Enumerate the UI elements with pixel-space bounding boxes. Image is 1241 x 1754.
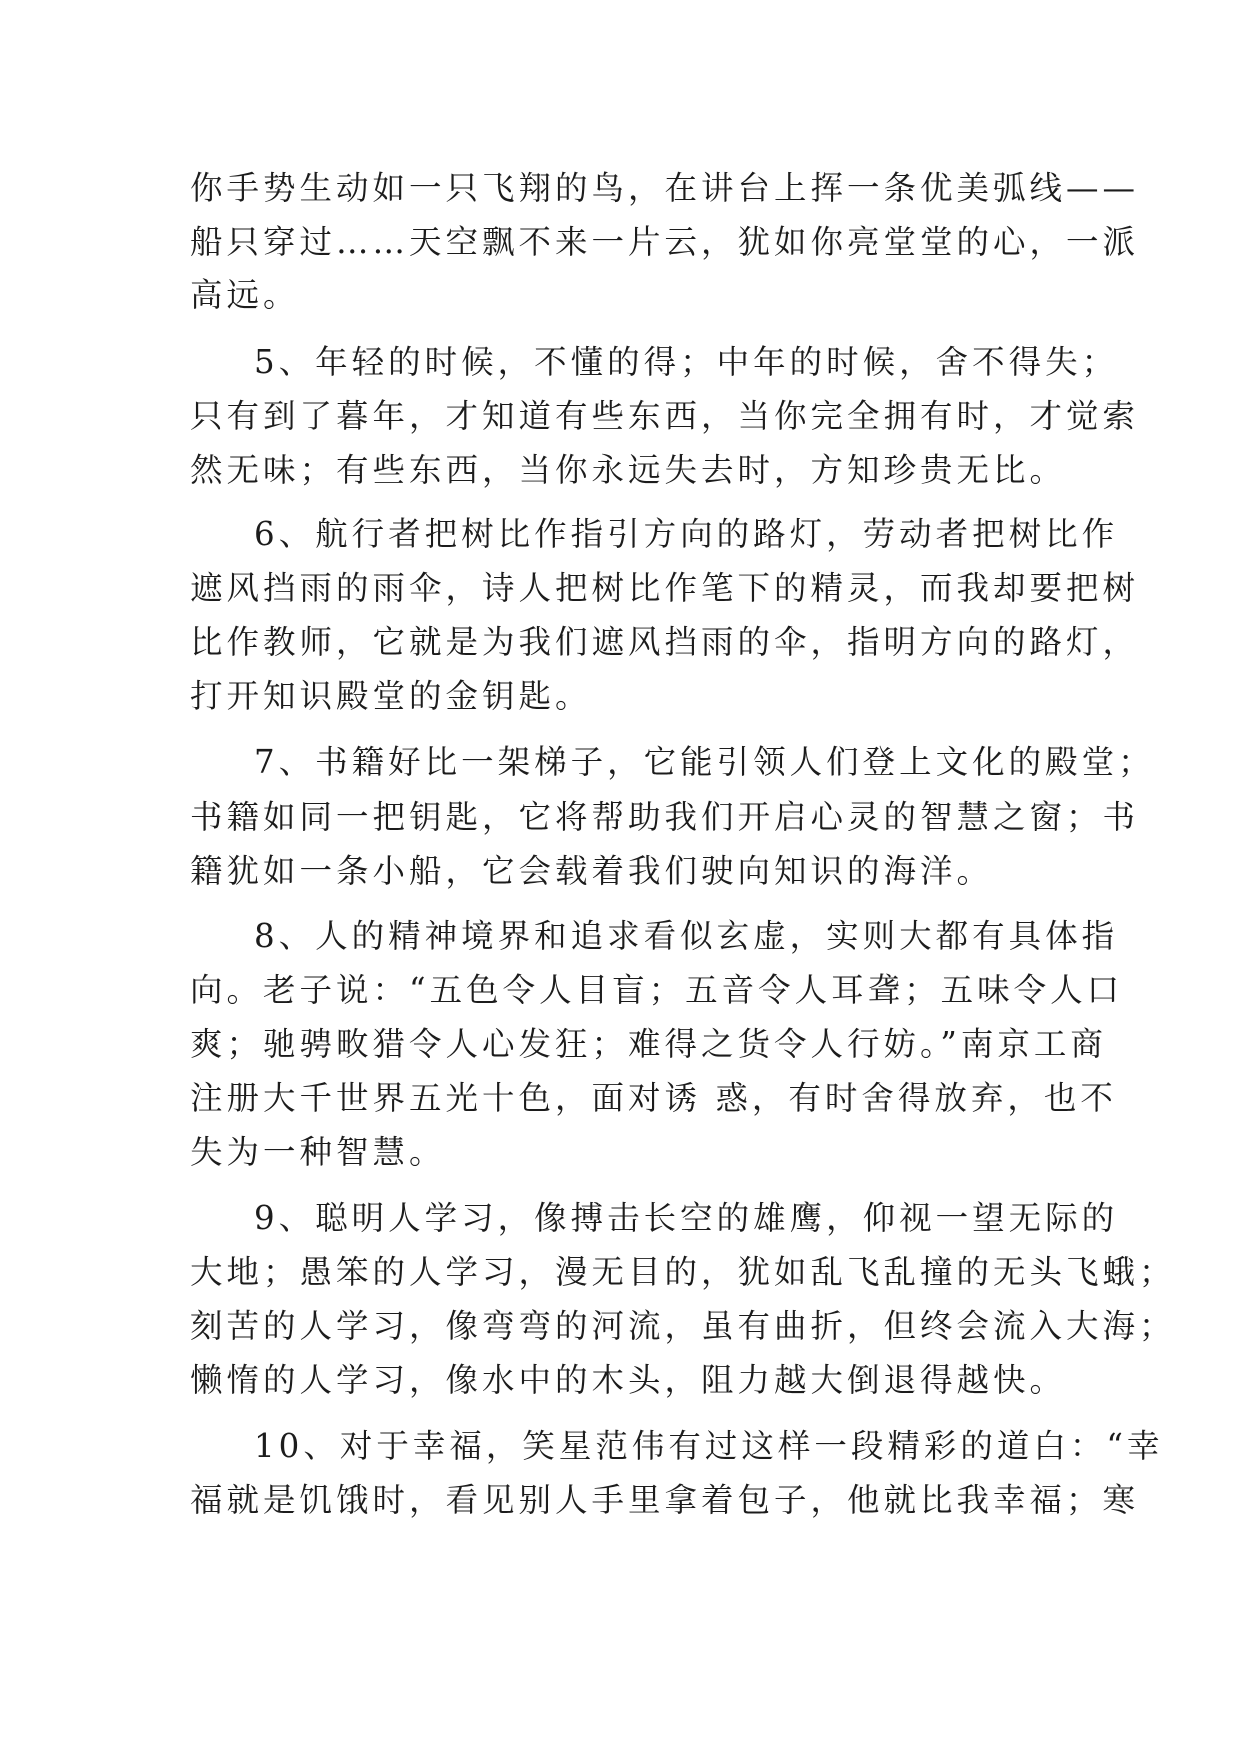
paragraph-5-first-line: 5、年轻的时候，不懂的得；中年的时候，舍不得失； <box>254 343 1119 381</box>
text-line: 遮风挡雨的雨伞，诗人把树比作笔下的精灵，而我却要把树 <box>190 569 1140 607</box>
text-line: 向。老子说：“五色令人目盲；五音令人耳聋；五味令人口 <box>190 971 1124 1009</box>
text-line: 爽；驰骋畋猎令人心发狂；难得之货令人行妨。”南京工商 <box>190 1025 1107 1063</box>
paragraph-8-first-line: 8、人的精神境界和追求看似玄虚，实则大都有具体指 <box>254 917 1119 955</box>
paragraph-7-first-line: 7、书籍好比一架梯子，它能引领人们登上文化的殿堂； <box>254 743 1155 781</box>
text-line: 打开知识殿堂的金钥匙。 <box>190 677 592 715</box>
text-line: 失为一种智慧。 <box>190 1133 446 1171</box>
text-line: 高远。 <box>190 276 300 314</box>
text-line: 籍犹如一条小船，它会载着我们驶向知识的海洋。 <box>190 852 994 890</box>
paragraph-9-first-line: 9、聪明人学习，像搏击长空的雄鹰，仰视一望无际的 <box>254 1199 1119 1237</box>
text-line: 书籍如同一把钥匙，它将帮助我们开启心灵的智慧之窗；书 <box>190 798 1140 836</box>
text-line: 你手势生动如一只飞翔的鸟，在讲台上挥一条优美弧线—— <box>190 169 1140 207</box>
paragraph-6-first-line: 6、航行者把树比作指引方向的路灯，劳动者把树比作 <box>254 515 1119 553</box>
text-line: 福就是饥饿时，看见别人手里拿着包子，他就比我幸福；寒 <box>190 1481 1140 1519</box>
text-line: 比作教师，它就是为我们遮风挡雨的伞，指明方向的路灯， <box>190 623 1140 661</box>
text-line: 注册大千世界五光十色，面对诱 惑，有时舍得放弃，也不 <box>190 1079 1117 1117</box>
text-line: 然无味；有些东西，当你永远失去时，方知珍贵无比。 <box>190 451 1067 489</box>
text-line: 刻苦的人学习，像弯弯的河流，虽有曲折，但终会流入大海； <box>190 1307 1176 1345</box>
text-line: 船只穿过……天空飘不来一片云，犹如你亮堂堂的心，一派 <box>190 223 1140 261</box>
paragraph-10-first-line: 10、对于幸福，笑星范伟有过这样一段精彩的道白：“幸 <box>254 1427 1164 1465</box>
text-line: 懒惰的人学习，像水中的木头，阻力越大倒退得越快。 <box>190 1361 1067 1399</box>
text-line: 只有到了暮年，才知道有些东西，当你完全拥有时，才觉索 <box>190 397 1140 435</box>
text-line: 大地；愚笨的人学习，漫无目的，犹如乱飞乱撞的无头飞蛾； <box>190 1253 1176 1291</box>
